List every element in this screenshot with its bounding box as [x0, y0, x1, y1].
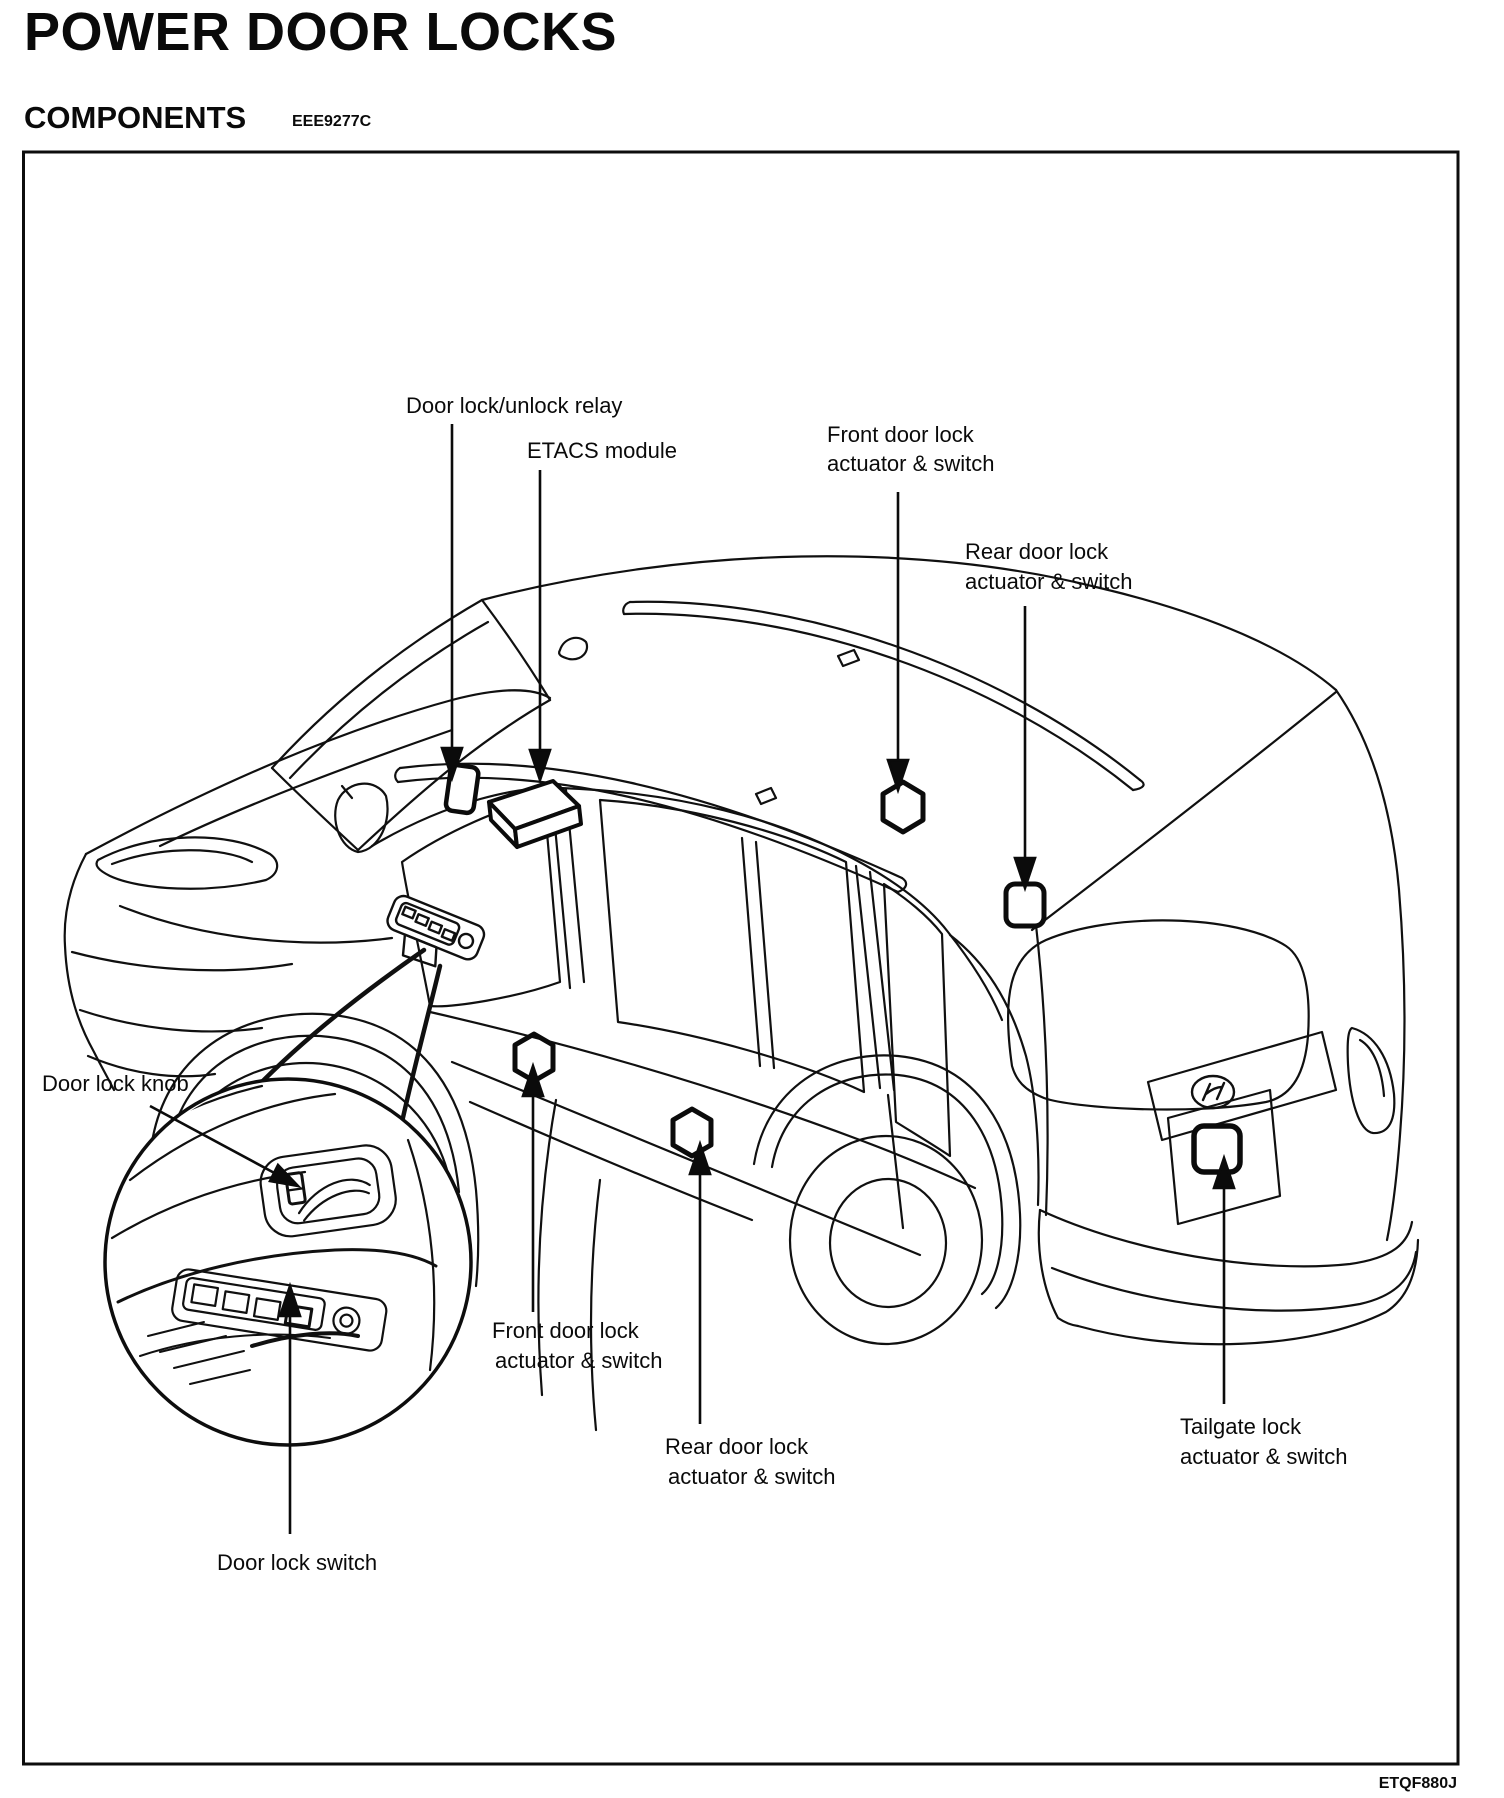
- label-rear-door-lock-top-line2: actuator & switch: [965, 569, 1133, 594]
- label-door-lock-unlock-relay: Door lock/unlock relay: [406, 393, 623, 418]
- label-front-door-lock-bottom-line1: Front door lock: [492, 1318, 639, 1343]
- section-code: EEE9277C: [292, 113, 372, 130]
- diagram-frame: [24, 152, 1459, 1764]
- label-rear-door-lock-bottom-line2: actuator & switch: [668, 1464, 836, 1489]
- label-front-door-lock-top-line2: actuator & switch: [827, 451, 995, 476]
- label-door-lock-knob: Door lock knob: [42, 1071, 189, 1096]
- figure-code: ETQF880J: [1378, 1775, 1457, 1792]
- label-etacs-module: ETACS module: [527, 438, 677, 463]
- section-heading: COMPONENTS: [24, 100, 247, 135]
- label-door-lock-switch: Door lock switch: [217, 1550, 378, 1575]
- tailgate-lock-marker-icon: [1194, 1126, 1240, 1172]
- label-front-door-lock-top-line1: Front door lock: [827, 422, 974, 447]
- label-front-door-lock-bottom-line2: actuator & switch: [495, 1348, 663, 1373]
- label-rear-door-lock-top-line1: Rear door lock: [965, 539, 1109, 564]
- label-rear-door-lock-bottom-line1: Rear door lock: [665, 1434, 809, 1459]
- page-title: POWER DOOR LOCKS: [24, 2, 618, 62]
- label-tailgate-lock-line2: actuator & switch: [1180, 1444, 1348, 1469]
- label-tailgate-lock-line1: Tailgate lock: [1180, 1414, 1302, 1439]
- inset-circle: [105, 1079, 471, 1445]
